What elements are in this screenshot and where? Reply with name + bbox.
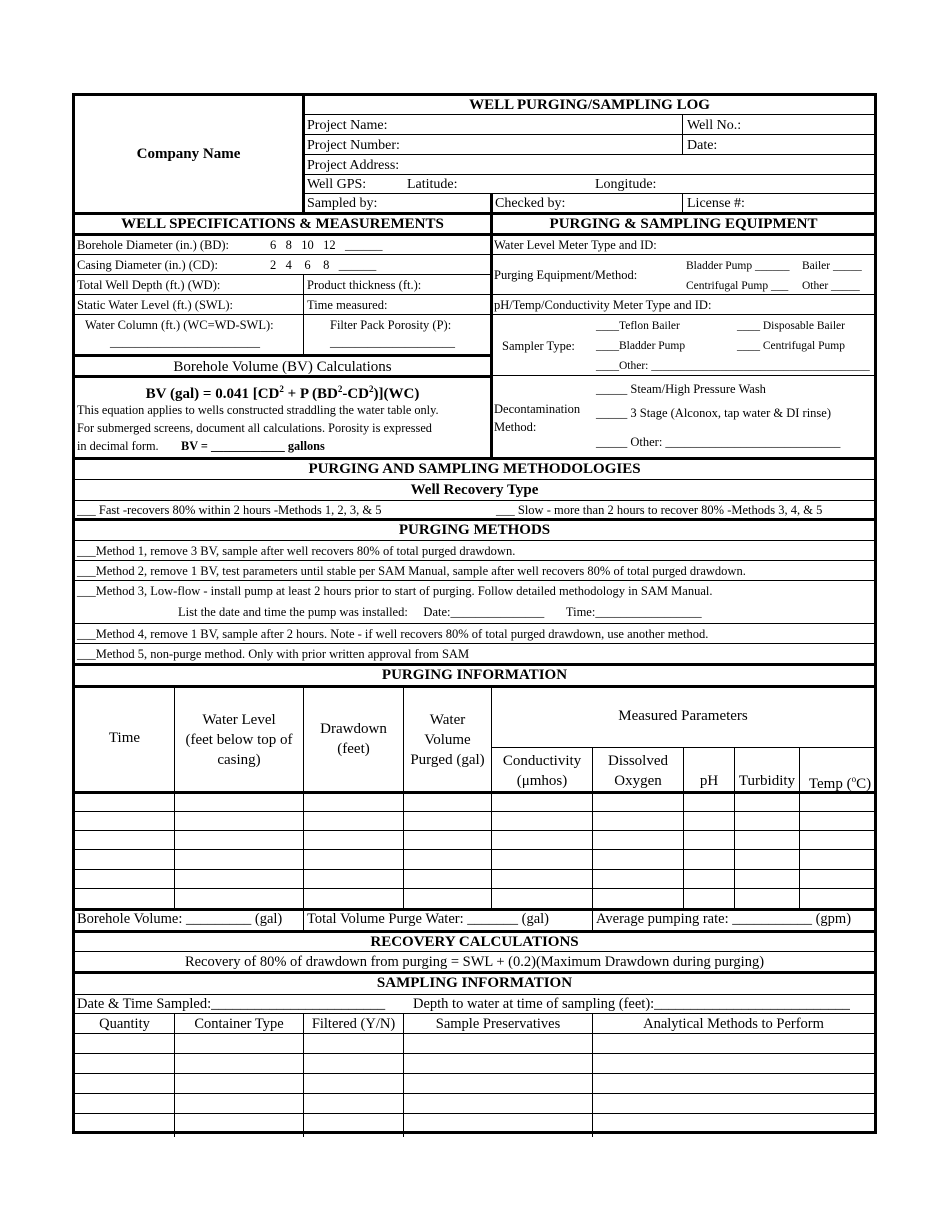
bv-note-line-1: This equation applies to wells constructed straddling the water table only. xyxy=(77,403,439,417)
rule xyxy=(303,274,304,355)
rule xyxy=(303,134,874,135)
col-water-volume-line: Water xyxy=(429,712,466,728)
rule xyxy=(592,908,593,931)
bv-note-line-3: in decimal form. xyxy=(77,439,159,453)
col-analytical-methods: Analytical Methods to Perform xyxy=(643,1016,824,1032)
col-water-level-line: casing) xyxy=(217,752,261,768)
rule xyxy=(682,114,683,155)
longitude-label: Longitude: xyxy=(595,177,657,192)
method-1-option[interactable]: ___Method 1, remove 3 BV, sample after well recovers 80% of total purged drawdown. xyxy=(77,544,516,558)
rule xyxy=(75,560,874,561)
purging-info-heading: PURGING INFORMATION xyxy=(381,667,568,683)
col-drawdown-line: (feet) xyxy=(337,741,370,757)
col-container-type: Container Type xyxy=(194,1016,284,1032)
recovery-formula: Recovery of 80% of drawdown from purging = SWL + (0.2)(Maximum Drawdown during purging) xyxy=(184,954,765,970)
well-no-label: Well No.: xyxy=(687,118,742,133)
date-label: Date: xyxy=(687,138,718,153)
rule xyxy=(303,908,304,931)
project-number-label: Project Number: xyxy=(307,138,400,153)
well-gps-label: Well GPS: xyxy=(307,177,367,192)
method-3-pump-install[interactable]: List the date and time the pump was installed: Date:_______________ Time:_________________ xyxy=(178,605,702,619)
ph-meter-label: pH/Temp/Conductivity Meter Type and ID: xyxy=(494,298,712,312)
rule xyxy=(75,830,874,831)
centrifugal-pump-sampler-option[interactable]: ____ Centrifugal Pump xyxy=(737,340,845,352)
sampler-type-label: Sampler Type: xyxy=(502,339,575,353)
company-name: Company Name xyxy=(136,146,241,162)
filter-pack-porosity-blank[interactable]: ____________________ xyxy=(330,335,455,349)
col-sample-preservatives: Sample Preservatives xyxy=(435,1016,561,1032)
decontamination-label: Decontamination xyxy=(494,402,581,416)
rule xyxy=(75,930,874,933)
sampled-by-label: Sampled by: xyxy=(307,196,378,211)
sampler-other-option[interactable]: ____Other: ______________________________________ xyxy=(596,360,870,372)
method-2-option[interactable]: ___Method 2, remove 1 BV, test parameters until stable per SAM Manual, sample after well recovers 80% of total purged drawdown. xyxy=(77,564,746,578)
disposable-bailer-option[interactable]: ____ Disposable Bailer xyxy=(737,320,845,332)
bv-formula: BV (gal) = 0.041 [$CD^2 + P$ $(BD^2-CD^2)](WC)$ xyxy=(145,384,420,402)
rule xyxy=(75,314,874,315)
recovery-heading: RECOVERY CALCULATIONS xyxy=(370,934,579,950)
measured-parameters-heading: Measured Parameters xyxy=(618,708,748,724)
rule xyxy=(75,951,874,952)
purging-methods-heading: PURGING METHODS xyxy=(398,522,551,538)
date-time-sampled-field[interactable]: Date & Time Sampled:________________________ xyxy=(77,996,386,1012)
rule xyxy=(75,869,874,870)
rule xyxy=(75,791,874,794)
sampling-info-heading: SAMPLING INFORMATION xyxy=(376,975,573,991)
method-5-option[interactable]: ___Method 5, non-purge method. Only with prior written approval from SAM xyxy=(77,647,470,661)
well-recovery-heading: Well Recovery Type xyxy=(410,482,539,498)
col-time: Time xyxy=(108,730,141,746)
form-title: WELL PURGING/SAMPLING LOG xyxy=(469,97,710,113)
col-conductivity-line: (μmhos) xyxy=(516,773,568,789)
method-4-option[interactable]: ___Method 4, remove 1 BV, sample after 2 hours. Note - if well recovers 80% of total purged drawdown, use another method. xyxy=(77,627,709,641)
col-ph: pH xyxy=(699,773,719,789)
three-stage-option[interactable]: _____ 3 Stage (Alconox, tap water & DI rinse) xyxy=(596,406,832,420)
col-drawdown-line: Drawdown xyxy=(320,721,387,737)
rule xyxy=(75,1033,874,1034)
col-water-volume-line: Volume xyxy=(424,732,471,748)
well-specs-heading: WELL SPECIFICATIONS & MEASUREMENTS xyxy=(121,216,444,232)
rule xyxy=(75,685,874,688)
water-level-meter-label: Water Level Meter Type and ID: xyxy=(494,238,657,252)
other-pump-option[interactable]: Other _____ xyxy=(802,280,860,292)
casing-diameter-options: 2 4 6 8 ______ xyxy=(270,258,377,272)
water-column-label: Water Column (ft.) (WC=WD-SWL): xyxy=(85,318,274,332)
total-well-depth-label: Total Well Depth (ft.) (WD): xyxy=(77,278,221,292)
rule xyxy=(75,971,874,974)
rule xyxy=(75,1013,874,1014)
license-label: License #: xyxy=(687,196,745,211)
bv-note-line-2: For submerged screens, document all calculations. Porosity is expressed xyxy=(77,421,432,435)
bv-calc-heading: Borehole Volume (BV) Calculations xyxy=(173,359,392,375)
col-water-volume-line: Purged (gal) xyxy=(410,752,485,768)
rule xyxy=(75,580,874,581)
col-temp: Temp ($^o$C) xyxy=(808,774,872,792)
rule xyxy=(682,193,683,213)
latitude-label: Latitude: xyxy=(407,177,458,192)
bladder-pump-option[interactable]: Bladder Pump ______ xyxy=(686,260,790,272)
borehole-volume-field[interactable]: Borehole Volume: _________ (gal) xyxy=(77,911,283,927)
col-filtered: Filtered (Y/N) xyxy=(311,1016,396,1032)
col-conductivity-line: Conductivity xyxy=(502,753,582,769)
col-do-line: Oxygen xyxy=(614,773,662,789)
rule xyxy=(75,811,874,812)
slow-recovery-option[interactable]: ___ Slow - more than 2 hours to recover 80% -Methods 3, 4, & 5 xyxy=(496,503,823,517)
depth-to-water-field[interactable]: Depth to water at time of sampling (feet):___________________________ xyxy=(413,996,850,1012)
rule xyxy=(75,457,874,460)
rule xyxy=(75,212,874,215)
bladder-pump-sampler-option[interactable]: ____Bladder Pump xyxy=(596,340,686,352)
casing-diameter-label: Casing Diameter (in.) (CD): xyxy=(77,258,218,272)
rule xyxy=(491,375,874,376)
decontamination-method-label: Method: xyxy=(494,420,537,434)
total-volume-field[interactable]: Total Volume Purge Water: _______ (gal) xyxy=(307,911,550,927)
fast-recovery-option[interactable]: ___ Fast -recovers 80% within 2 hours -Methods 1, 2, 3, & 5 xyxy=(77,503,382,517)
borehole-diameter-label: Borehole Diameter (in.) (BD): xyxy=(77,238,230,252)
avg-pumping-rate-field[interactable]: Average pumping rate: ___________ (gpm) xyxy=(596,911,852,927)
equipment-heading: PURGING & SAMPLING EQUIPMENT xyxy=(549,216,818,232)
col-water-volume xyxy=(404,710,491,770)
col-conductivity xyxy=(492,751,592,791)
static-water-level-label: Static Water Level (ft.) (SWL): xyxy=(77,298,233,312)
methodologies-heading: PURGING AND SAMPLING METHODOLOGIES xyxy=(308,461,641,477)
rule xyxy=(303,154,874,155)
rule xyxy=(734,747,735,909)
project-address-label: Project Address: xyxy=(307,158,400,173)
rule xyxy=(75,233,874,236)
rule xyxy=(75,274,491,275)
col-water-level-line: (feet below top of xyxy=(185,732,293,748)
project-name-label: Project Name: xyxy=(307,118,388,133)
rule xyxy=(75,1113,874,1114)
rule xyxy=(75,1093,874,1094)
rule xyxy=(303,174,874,175)
rule xyxy=(75,663,874,666)
time-measured-label: Time measured: xyxy=(307,298,388,312)
col-do-line: Dissolved xyxy=(608,753,668,769)
purging-equipment-label: Purging Equipment/Method: xyxy=(494,268,638,282)
bv-result[interactable]: BV = ____________ gallons xyxy=(181,439,325,453)
rule xyxy=(75,479,874,480)
col-drawdown xyxy=(304,719,403,759)
teflon-bailer-option[interactable]: ____Teflon Bailer xyxy=(596,320,680,332)
rule xyxy=(75,643,874,644)
col-dissolved-oxygen xyxy=(593,751,683,791)
borehole-diameter-options: 6 8 10 12 ______ xyxy=(270,238,383,252)
rule xyxy=(303,193,874,194)
decon-other-option[interactable]: _____ Other: ____________________________ xyxy=(596,435,841,449)
col-water-level xyxy=(175,710,303,770)
rule xyxy=(75,1073,874,1074)
centrifugal-pump-option[interactable]: Centrifugal Pump ___ xyxy=(686,280,789,292)
water-column-blank[interactable]: ________________________ xyxy=(110,335,260,349)
rule xyxy=(683,747,684,909)
filter-pack-porosity-label: Filter Pack Porosity (P): xyxy=(330,318,452,332)
checked-by-label: Checked by: xyxy=(495,196,566,211)
rule xyxy=(75,354,491,357)
product-thickness-label: Product thickness (ft.): xyxy=(307,278,422,292)
col-quantity: Quantity xyxy=(99,1016,150,1032)
method-3-option[interactable]: ___Method 3, Low-flow - install pump at least 2 hours prior to start of purging. Follow detailed methodology in SAM Manual. xyxy=(77,584,713,598)
rule xyxy=(75,540,874,541)
col-turbidity: Turbidity xyxy=(738,773,796,789)
rule xyxy=(303,114,874,115)
well-purging-sampling-log xyxy=(72,93,877,1134)
rule xyxy=(75,994,874,995)
rule xyxy=(75,254,874,255)
bailer-option[interactable]: Bailer _____ xyxy=(802,260,862,272)
steam-wash-option[interactable]: _____ Steam/High Pressure Wash xyxy=(596,382,766,396)
col-water-level-line: Water Level xyxy=(202,712,276,728)
rule xyxy=(75,1053,874,1054)
rule xyxy=(75,623,874,624)
rule xyxy=(75,849,874,850)
rule xyxy=(75,500,874,501)
rule xyxy=(75,888,874,889)
